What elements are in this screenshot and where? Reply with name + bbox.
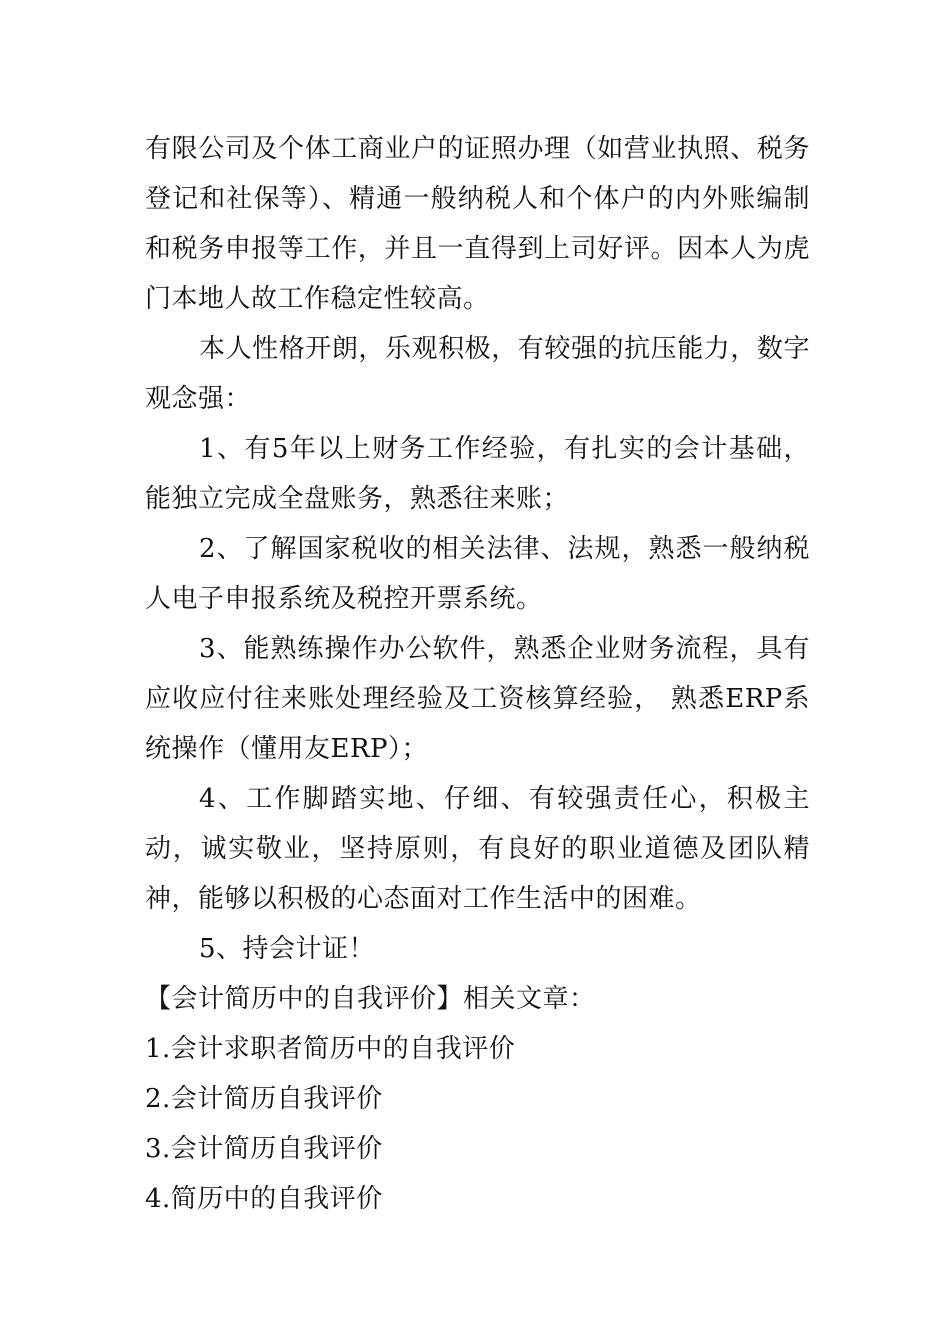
list-item-1: 1、有5年以上财务工作经验，有扎实的会计基础，能独立完成全盘账务，熟悉往来账； [145, 434, 810, 514]
related-articles-heading: 【会计简历中的自我评价】相关文章： [145, 984, 596, 1014]
list-item-5: 5、持会计证！ [199, 934, 376, 964]
related-article-link-1[interactable]: 1.会计求职者简历中的自我评价 [145, 1034, 516, 1064]
list-item-4: 4、工作脚踏实地、仔细、有较强责任心，积极主动，诚实敬业，坚持原则，有良好的职业道德及团队精神，能够以积极的心态面对工作生活中的困难。 [145, 784, 810, 914]
related-article-link-4[interactable]: 4.简历中的自我评价 [145, 1184, 383, 1214]
paragraph-intro-continuation: 有限公司及个体工商业户的证照办理（如营业执照、税务登记和社保等）、精通一般纳税人和个体户的内外账编制和税务申报等工作，并且一直得到上司好评。因本人为虎门本地人故工作稳定性较高。 [145, 134, 810, 314]
paragraph-personality: 本人性格开朗，乐观积极，有较强的抗压能力，数字观念强： [145, 334, 810, 414]
list-item-2: 2、了解国家税收的相关法律、法规，熟悉一般纳税人电子申报系统及税控开票系统。 [145, 534, 810, 614]
related-article-link-3[interactable]: 3.会计简历自我评价 [145, 1134, 383, 1164]
list-item-3: 3、能熟练操作办公软件，熟悉企业财务流程，具有应收应付往来账处理经验及工资核算经验， 熟悉ERP系统操作（懂用友ERP）； [145, 634, 810, 764]
related-article-link-2[interactable]: 2.会计简历自我评价 [145, 1084, 383, 1114]
document-body [145, 124, 810, 1224]
